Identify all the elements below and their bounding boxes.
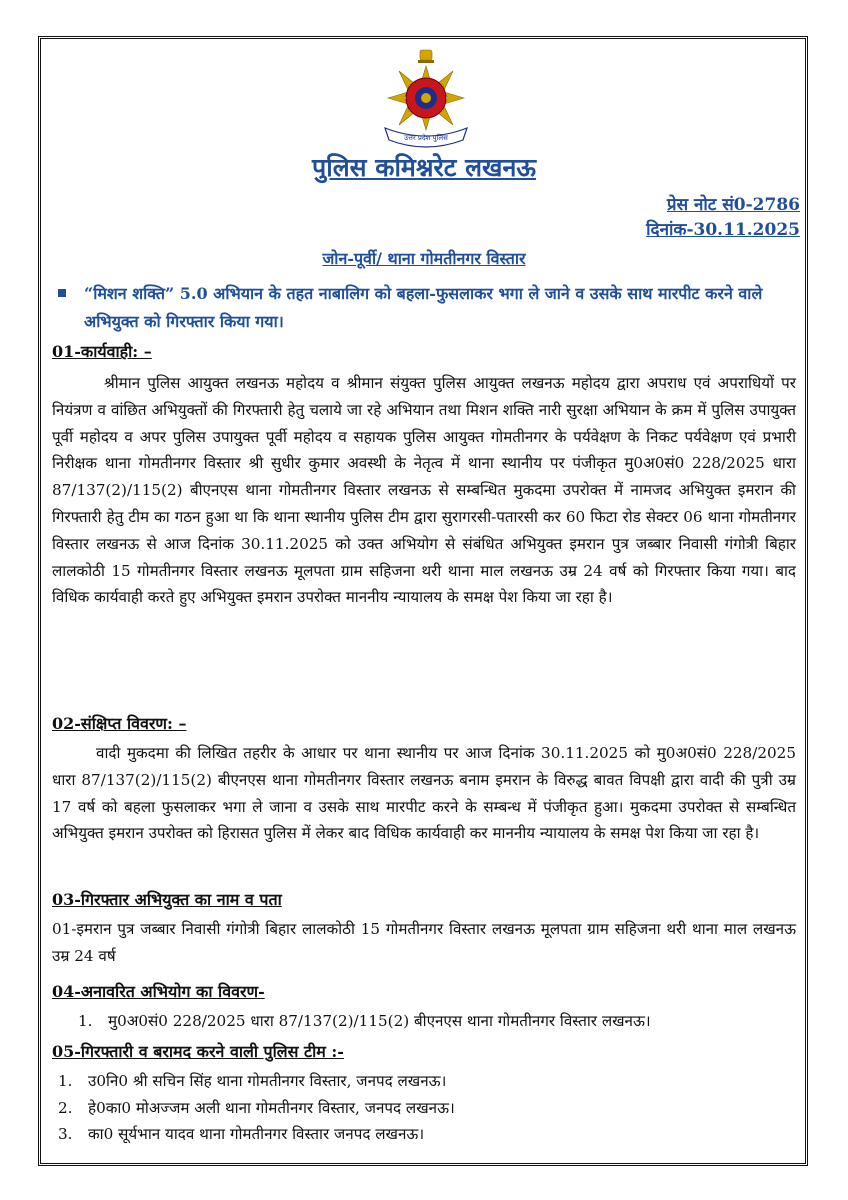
headline	[58, 280, 793, 336]
section-3-heading: 03-गिरफ्तार अभियुक्त का नाम व पता	[52, 890, 282, 909]
press-note-date: दिनांक-30.11.2025	[646, 220, 800, 240]
list-item-number: 3.	[58, 1125, 73, 1143]
list-item-text: का0 सूर्यभान यादव थाना गोमतीनगर विस्तार जनपद लखनऊ।	[88, 1125, 425, 1143]
list-item-text: हे0का0 मोअज्जम अली थाना गोमतीनगर विस्तार, जनपद लखनऊ।	[88, 1098, 455, 1117]
emblem-scroll-text: उत्तर प्रदेश पुलिस	[404, 134, 448, 142]
headline-text: “मिशन शक्ति” 5.0 अभियान के तहत नाबालिग को बहला-फुसलाकर भगा ले जाने व उसके साथ मारपीट करने वाले अभियुक्त को गिरफ्तार किया गया।	[84, 284, 763, 331]
list-item	[58, 1121, 455, 1148]
section-1-heading: 01-कार्यवाही: –	[52, 342, 152, 361]
section-3-body: 01-इमरान पुत्र जब्बार निवासी गंगोत्री बिहार लालकोठी 15 गोमतीनगर विस्तार लखनऊ मूलपता ग्राम सहिजना थरी थाना माल लखनऊ उम्र 24 वर्ष	[52, 920, 796, 965]
section-2-heading: 02-संक्षिप्त विवरण: –	[52, 714, 187, 733]
list-item-number: 2.	[58, 1098, 73, 1117]
section-5-list	[58, 1068, 455, 1148]
list-item	[58, 1068, 455, 1095]
page-title: पुलिस कमिश्नरेट लखनऊ	[312, 153, 536, 182]
section-1-body: श्रीमान पुलिस आयुक्त लखनऊ महोदय व श्रीमान संयुक्त पुलिस आयुक्त लखनऊ महोदय द्वारा अपराध एवं अपराधियों पर नियंत्रण व वांछित अभियुक्तों की गिरफ्तारी हेतु चलाये जा रहे अभियान तथा मिशन शक्ति नारी सुरक्षा अभियान के क्रम में पुलिस उपायुक्त पूर्वी महोदय व अपर पुलिस उपायुक्त पूर्वी महोदय व सहायक पुलिस आयुक्त गोमतीनगर के पर्यवेक्षण के निकट पर्यवेक्षण एवं प्रभारी निरीक्षक थाना गोमतीनगर विस्तार श्री सुधीर कुमार अवस्थी के नेतृत्व में थाना स्थानीय पर पंजीकृत मु0अ0सं0 228/2025 धारा 87/137(2)/115(2) बीएनएस थाना गोमतीनगर विस्तार लखनऊ से सम्बन्धित मुकदमा उपरोक्त में नामजद अभियुक्त इमरान की गिरफ्तारी हेतु टीम का गठन हुआ था कि थाना स्थानीय पुलिस टीम द्वारा सुरागरसी-पतारसी कर 60 फिटा रोड सेक्टर 06 थाना गोमतीनगर विस्तार लखनऊ से आज दिनांक 30.11.2025 को उक्त अभियोग से संबंधित अभियुक्त इमरान पुत्र जब्बार निवासी गंगोत्री बिहार लालकोठी 15 गोमतीनगर विस्तार लखनऊ मूलपता ग्राम सहिजना थरी थाना माल लखनऊ उम्र 24 वर्ष को गिरफ्तार किया गया। बाद विधिक कार्यवाही करते हुए अभियुक्त इमरान उपरोक्त माननीय न्यायालय के समक्ष पेश किया जा रहा है।	[52, 374, 796, 607]
zone-heading: जोन-पूर्वी/ थाना गोमतीनगर विस्तार	[322, 249, 526, 268]
list-item-number: 1.	[78, 1012, 93, 1030]
section-2-body: वादी मुकदमा की लिखित तहरीर के आधार पर थाना स्थानीय पर आज दिनांक 30.11.2025 को मु0अ0सं0 228/2025 धारा 87/137(2)/115(2) बीएनएस थाना गोमतीनगर विस्तार लखनऊ बनाम इमरान के विरुद्ध बावत विपक्षी द्वारा वादी की पुत्री उम्र 17 वर्ष को बहला फुसलाकर भगा ले जाना व उसके साथ मारपीट करने के सम्बन्ध में पंजीकृत हुआ। मुकदमा उपरोक्त से सम्बन्धित अभियुक्त इमरान उपरोक्त को हिरासत पुलिस में लेकर बाद विधिक कार्यवाही कर माननीय न्यायालय के समक्ष पेश किया जा रहा है।	[52, 744, 796, 843]
list-item-text: उ0नि0 श्री सचिन सिंह थाना गोमतीनगर विस्तार, जनपद लखनऊ।	[88, 1072, 447, 1090]
section-4-list	[78, 1008, 651, 1035]
up-police-emblem	[371, 48, 481, 148]
section-5-heading: 05-गिरफ्तारी व बरामद करने वाली पुलिस टीम :-	[52, 1042, 344, 1061]
list-item	[78, 1008, 651, 1035]
press-note-number: प्रेस नोट सं0-2786	[666, 195, 800, 215]
section-4-heading: 04-अनावरित अभियोग का विवरण-	[52, 982, 265, 1001]
list-item-number: 1.	[58, 1072, 73, 1090]
press-note-block	[646, 193, 800, 243]
list-item-text: मु0अ0सं0 228/2025 धारा 87/137(2)/115(2) बीएनएस थाना गोमतीनगर विस्तार लखनऊ।	[108, 1012, 651, 1030]
list-item	[58, 1095, 455, 1122]
square-bullet-icon	[58, 289, 66, 297]
